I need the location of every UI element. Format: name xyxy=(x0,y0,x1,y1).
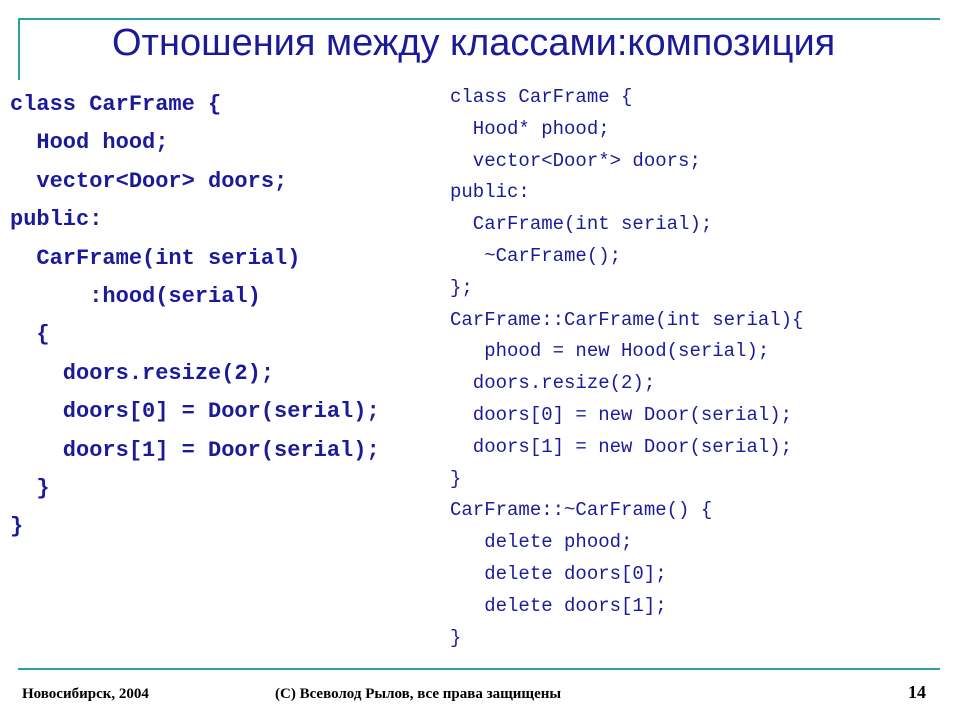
code-line: } xyxy=(10,476,50,502)
frame-left-line xyxy=(18,18,20,80)
code-line: doors[0] = Door(serial); xyxy=(10,399,380,425)
frame-bottom-line xyxy=(18,668,940,670)
code-line: doors[0] = new Door(serial); xyxy=(450,403,793,426)
code-line: vector<Door> doors; xyxy=(10,168,288,194)
code-line: public: xyxy=(450,181,530,204)
code-line: phood = new Hood(serial); xyxy=(450,340,770,363)
code-line: CarFrame(int serial); xyxy=(450,213,713,236)
code-line: } xyxy=(450,467,462,490)
slide-title: Отношения между классами:композиция xyxy=(112,22,836,64)
footer-location-year: Новосибирск, 2004 xyxy=(22,686,149,702)
code-line: Hood hood; xyxy=(10,130,169,156)
code-line: CarFrame::~CarFrame() { xyxy=(450,499,713,522)
code-line: doors[1] = Door(serial); xyxy=(10,437,380,463)
code-line: doors.resize(2); xyxy=(10,360,275,386)
code-line: delete doors[0]; xyxy=(450,562,667,585)
code-line: Hood* phood; xyxy=(450,117,610,140)
code-line: CarFrame(int serial) xyxy=(10,245,301,271)
frame-top-line xyxy=(18,18,940,20)
code-line: class CarFrame { xyxy=(10,92,222,117)
code-block-composition-by-pointer xyxy=(450,82,803,654)
page-number: 14 xyxy=(908,682,926,702)
code-line: doors[1] = new Door(serial); xyxy=(450,435,793,458)
code-line: public: xyxy=(10,207,103,233)
code-line: :hood(serial) xyxy=(10,284,261,310)
code-line: delete phood; xyxy=(450,531,633,554)
code-line: }; xyxy=(450,276,473,299)
code-line: vector<Door*> doors; xyxy=(450,149,701,172)
code-line: } xyxy=(10,514,24,540)
code-line: class CarFrame { xyxy=(450,86,633,108)
code-block-composition-by-value xyxy=(10,86,380,547)
code-line: doors.resize(2); xyxy=(450,372,656,395)
footer-copyright: (С) Всеволод Рылов, все права защищены xyxy=(275,686,562,702)
code-line: } xyxy=(450,626,462,649)
code-line: CarFrame::CarFrame(int serial){ xyxy=(450,308,804,331)
code-line: { xyxy=(10,322,50,348)
code-line: ~CarFrame(); xyxy=(450,244,622,267)
code-line: delete doors[1]; xyxy=(450,594,667,617)
